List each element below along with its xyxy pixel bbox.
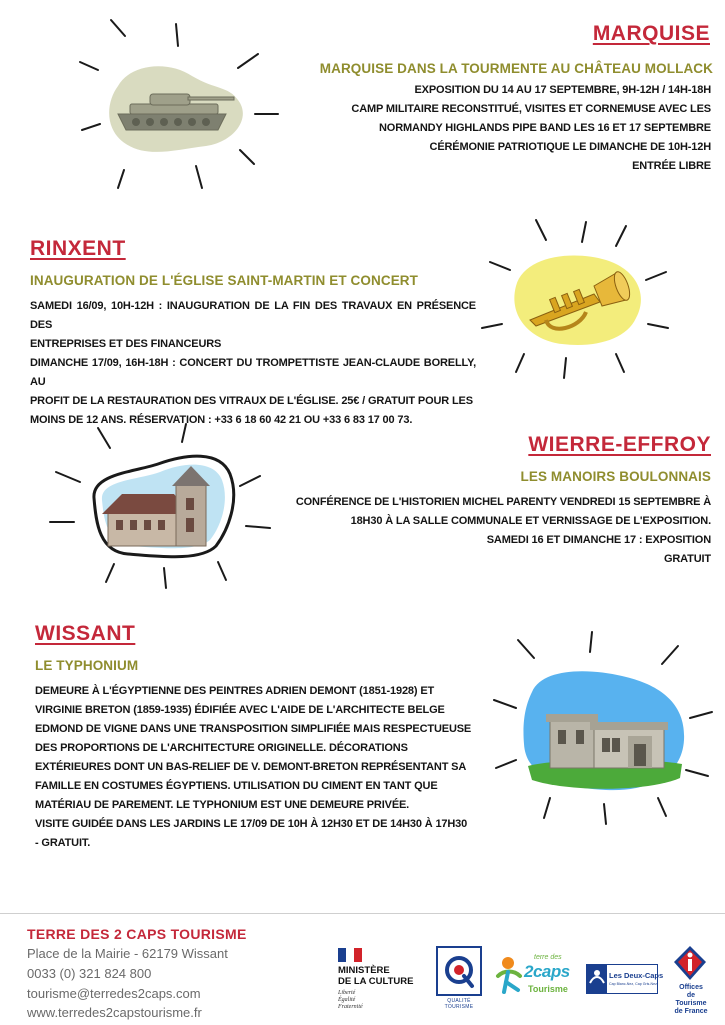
body-wissant [35, 682, 475, 853]
deux-caps-sub: Cap Blanc-Nez, Cap Gris-Nez [609, 982, 657, 986]
deux-caps-logo [586, 964, 664, 994]
subtitle-wierre-effroy: LES MANOIRS BOULONNAIS [520, 469, 711, 484]
text-line: DEMEURE À L'ÉGYPTIENNE DES PEINTRES ADRIEN DEMONT (1851-1928) ET [35, 685, 435, 697]
text-line: 18H30 À LA SALLE COMMUNALE ET VERNISSAGE DE L'EXPOSITION. [350, 515, 711, 527]
subtitle-rinxent: INAUGURATION DE L'ÉGLISE SAINT-MARTIN ET CONCERT [30, 273, 419, 288]
text-line: EDMOND DE VIGNE DANS UNE TRANSPOSITION SIMPLIFIÉE MAIS RESPECTUEUSE [35, 723, 472, 735]
text-line: CAMP MILITAIRE RECONSTITUÉ, VISITES ET CORNEMUSE AVEC LES [351, 103, 711, 115]
town-wissant: WISSANT [35, 622, 136, 645]
body-marquise [311, 81, 711, 176]
terredes2caps-tag: Tourisme [528, 984, 568, 994]
text-line: MOINS DE 12 ANS. RÉSERVATION : +33 6 18 60 42 21 OU +33 6 83 17 00 73. [30, 414, 413, 426]
ministere-line2: DE LA CULTURE [338, 976, 414, 987]
offices-line1: Offices [679, 984, 703, 991]
offices-line2: de [686, 992, 696, 999]
body-wierre-effroy [291, 493, 711, 569]
text-line: VISITE GUIDÉE DANS LES JARDINS LE 17/09 DE 10H À 12H30 ET DE 14H30 À 17H30 [35, 818, 468, 830]
text-line: SAMEDI 16/09, 10H-12H : INAUGURATION DE LA FIN DES TRAVAUX EN PRÉSENCE DES [30, 300, 476, 331]
body-rinxent [30, 297, 476, 430]
text-line: GRATUIT [663, 553, 711, 565]
text-line: - GRATUIT. [35, 837, 91, 849]
qualite-line2: TOURISME [444, 1004, 474, 1010]
text-line: CONFÉRENCE DE L'HISTORIEN MICHEL PARENTY VENDREDI 15 SEPTEMBRE À [295, 496, 711, 508]
trumpet-illustration [476, 216, 676, 386]
offices-line4: de France [674, 1008, 708, 1015]
text-line: DES PROPORTIONS DE L'ARCHITECTURE ORIGINELLE. DÉCORATIONS [35, 742, 408, 754]
ministere-culture-logo [338, 948, 428, 1016]
town-rinxent: RINXENT [30, 237, 126, 260]
footer-email[interactable]: tourisme@terredes2caps.com [27, 986, 201, 1001]
terredes2caps-big: 2caps [524, 962, 570, 981]
qualite-tourisme-logo [436, 946, 482, 1014]
terredes2caps-small: terre des [534, 954, 562, 961]
text-line: DIMANCHE 17/09, 16H-18H : CONCERT DU TROMPETTISTE JEAN-CLAUDE BORELLY, AU [30, 357, 476, 388]
typhonium-illustration [488, 628, 718, 828]
offices-tourisme-logo [666, 944, 716, 1022]
ministere-line1: MINISTÈRE [338, 965, 390, 976]
text-line: VIRGINIE BRETON (1859-1935) ÉDIFIÉE AVEC L'AIDE DE L'ARCHITECTE BELGE [35, 704, 445, 716]
text-line: ENTRÉE LIBRE [632, 160, 711, 172]
offices-line3: Tourisme [675, 1000, 707, 1007]
subtitle-marquise: MARQUISE DANS LA TOURMENTE AU CHÂTEAU MOLLACK [319, 61, 713, 76]
text-line: PROFIT DE LA RESTAURATION DES VITRAUX DE L'ÉGLISE. 25€ / GRATUIT POUR LES [30, 395, 473, 407]
terredes2caps-logo [494, 952, 578, 1006]
text-line: MATÉRIAU DE PAREMENT. LE TYPHONIUM EST UNE DEMEURE PRIVÉE. [35, 799, 410, 811]
text-line: ENTREPRISES ET DES FINANCEURS [30, 338, 222, 350]
deux-caps-emblem-icon [587, 965, 607, 993]
ministere-motto1: Liberté [338, 990, 356, 996]
deux-caps-name: Les Deux-Caps [609, 971, 664, 980]
footer-address: Place de la Mairie - 62179 Wissant [27, 946, 228, 961]
text-line: CÉRÉMONIE PATRIOTIQUE LE DIMANCHE DE 10H-12H [429, 141, 711, 153]
town-marquise: MARQUISE [592, 22, 710, 45]
footer-title: TERRE DES 2 CAPS TOURISME [27, 926, 247, 942]
text-line: EXPOSITION DU 14 AU 17 SEPTEMBRE, 9H-12H / 14H-18H [414, 84, 711, 96]
qualite-q-icon [436, 946, 482, 996]
tank-illustration [78, 18, 288, 198]
ministere-motto2: Égalité [338, 997, 356, 1003]
text-line: FAMILLE EN COSTUMES ÉGYPTIENS. UTILISATION DU CIMENT EN TANT QUE [35, 780, 438, 792]
footer-phone: 0033 (0) 321 824 800 [27, 966, 152, 981]
text-line: NORMANDY HIGHLANDS PIPE BAND LES 16 ET 17 SEPTEMBRE [379, 122, 711, 134]
ministere-motto3: Fraternité [338, 1004, 363, 1010]
terredes2caps-figure-icon [494, 956, 524, 996]
info-i-icon [672, 944, 708, 982]
town-wierre-effroy: WIERRE-EFFROY [528, 433, 711, 456]
footer-divider [0, 913, 725, 914]
subtitle-wissant: LE TYPHONIUM [35, 658, 139, 673]
manor-illustration [46, 420, 276, 590]
text-line: SAMEDI 16 ET DIMANCHE 17 : EXPOSITION [486, 534, 711, 546]
footer-website[interactable]: www.terredes2capstourisme.fr [27, 1005, 202, 1020]
text-line: EXTÉRIEURES DONT UN BAS-RELIEF DE V. DEMONT-BRETON REPRÉSENTANT SA [35, 761, 467, 773]
marianne-icon [338, 948, 362, 962]
qualite-line1: QUALITÉ [447, 998, 471, 1004]
